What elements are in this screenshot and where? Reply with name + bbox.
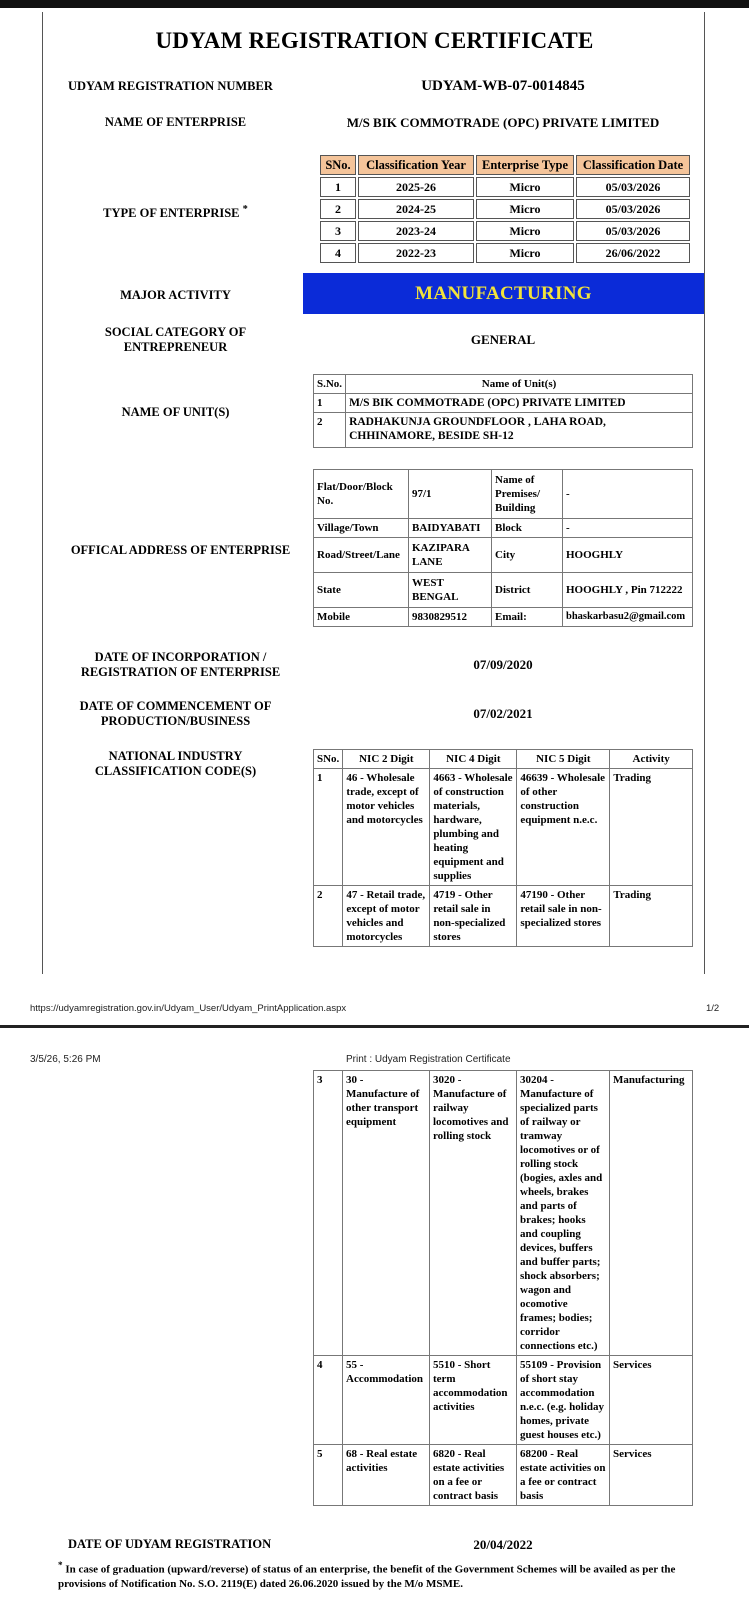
table-row — [320, 243, 690, 263]
address-key: Flat/Door/Block No. — [314, 470, 409, 519]
nic-header-row — [314, 750, 693, 769]
address-key: Block — [492, 519, 563, 538]
table-header: NIC 5 Digit — [517, 750, 610, 769]
table-cell: 68200 - Real estate activities on a fee or contract basis — [517, 1445, 610, 1506]
table-cell: 5 — [314, 1445, 343, 1506]
address-key: Name of Premises/ Building — [492, 470, 563, 519]
commencement-date: 07/02/2021 — [473, 706, 533, 721]
table-header: NIC 4 Digit — [430, 750, 517, 769]
right-border — [704, 12, 705, 974]
footnote-text: In case of graduation (upward/reverse) of status of an enterprise, the benefit of the Government Schemes will be availed as per the provisions of Notification No. S.O. 2119(E) dated 26.06.2020 issued by the M/o MSME. — [58, 1563, 676, 1590]
social-category-label: SOCIAL CATEGORY OF ENTREPRENEUR — [104, 325, 247, 354]
commencement-label: DATE OF COMMENCEMENT OF PRODUCTION/BUSINESS — [79, 699, 272, 728]
address-value: BAIDYABATI — [409, 519, 492, 538]
footnote-asterisk: * — [58, 1560, 63, 1570]
table-cell: 2022-23 — [358, 243, 474, 263]
table-row — [314, 769, 693, 886]
table-row — [314, 573, 693, 608]
classification-header-row — [320, 155, 690, 175]
address-value: - — [563, 470, 693, 519]
address-value: WEST BENGAL — [409, 573, 492, 608]
table-cell: 46639 - Wholesale of other construction equipment n.e.c. — [517, 769, 610, 886]
table-cell: 46 - Wholesale trade, except of motor vehicles and motorcycles — [343, 769, 430, 886]
table-cell: Manufacturing — [610, 1071, 693, 1356]
table-cell: 3 — [314, 1071, 343, 1356]
table-cell: 30204 - Manufacture of specialized parts of railway or tramway locomotives or of rolling stock (bogies, axles and wheels, brakes and parts of brakes; hooks and coupling devices, buffers and buffer parts; shock absorbers; wagon and ocomotive frames; bodies; corridor connections etc.) — [517, 1071, 610, 1356]
type-asterisk: * — [242, 204, 248, 215]
address-value: KAZIPARA LANE — [409, 538, 492, 573]
nic-label: NATIONAL INDUSTRY CLASSIFICATION CODE(S) — [94, 749, 257, 778]
top-bar — [0, 0, 749, 8]
table-header: NIC 2 Digit — [343, 750, 430, 769]
table-row — [314, 470, 693, 519]
table-cell: Micro — [476, 221, 574, 241]
table-header: Classification Year — [358, 155, 474, 175]
table-cell: Services — [610, 1356, 693, 1445]
table-row — [314, 538, 693, 573]
address-key: Road/Street/Lane — [314, 538, 409, 573]
table-cell: 1 — [320, 177, 356, 197]
table-cell: 30 - Manufacture of other transport equipment — [343, 1071, 430, 1356]
table-cell: 2025-26 — [358, 177, 474, 197]
address-value: HOOGHLY — [563, 538, 693, 573]
table-header: SNo. — [320, 155, 356, 175]
type-label-text: TYPE OF ENTERPRISE — [103, 206, 240, 221]
table-cell: 47 - Retail trade, except of motor vehicles and motorcycles — [343, 886, 430, 947]
table-row — [314, 1356, 693, 1445]
table-cell: M/S BIK COMMOTRADE (OPC) PRIVATE LIMITED — [346, 394, 693, 413]
separator-bar — [0, 1025, 749, 1028]
table-header: Enterprise Type — [476, 155, 574, 175]
table-row — [314, 394, 693, 413]
reg-number-value: UDYAM-WB-07-0014845 — [421, 78, 585, 94]
type-label — [58, 202, 293, 221]
print-header-title: Print : Udyam Registration Certificate — [346, 1054, 511, 1065]
enterprise-name-label: NAME OF ENTERPRISE — [104, 115, 247, 129]
address-label: OFFICAL ADDRESS OF ENTERPRISE — [70, 543, 291, 557]
address-key: State — [314, 573, 409, 608]
address-value: 9830829512 — [409, 608, 492, 627]
table-cell: Services — [610, 1445, 693, 1506]
table-cell: 55 - Accommodation — [343, 1356, 430, 1445]
table-row — [314, 1445, 693, 1506]
nic-table-page1 — [313, 749, 693, 947]
table-cell: 1 — [314, 769, 343, 886]
units-label: NAME OF UNIT(S) — [121, 405, 230, 419]
major-activity-label: MAJOR ACTIVITY — [120, 288, 231, 302]
page-two — [0, 1032, 749, 1600]
reg-number-label: UDYAM REGISTRATION NUMBER — [68, 79, 273, 93]
print-url: https://udyamregistration.gov.in/Udyam_User/Udyam_PrintApplication.aspx — [30, 1003, 347, 1014]
incorporation-label: DATE OF INCORPORATION / REGISTRATION OF ENTERPRISE — [80, 650, 281, 679]
table-cell: 2024-25 — [358, 199, 474, 219]
table-header: Activity — [610, 750, 693, 769]
table-cell: 1 — [314, 394, 346, 413]
page-number: 1/2 — [706, 1003, 720, 1014]
udyam-date-value: 20/04/2022 — [473, 1537, 533, 1552]
table-cell: 47190 - Other retail sale in non-specialized stores — [517, 886, 610, 947]
units-header-row — [314, 375, 693, 394]
table-row — [314, 519, 693, 538]
table-cell: Micro — [476, 177, 574, 197]
address-key: City — [492, 538, 563, 573]
table-cell: 6820 - Real estate activities on a fee or contract basis — [430, 1445, 517, 1506]
table-row — [320, 177, 690, 197]
table-cell: 2 — [320, 199, 356, 219]
table-cell: Micro — [476, 199, 574, 219]
table-header: Classification Date — [576, 155, 690, 175]
address-value: bhaskarbasu2@gmail.com — [563, 608, 693, 627]
table-cell: 4719 - Other retail sale in non-specialized stores — [430, 886, 517, 947]
table-row — [314, 608, 693, 627]
table-cell: 3020 - Manufacture of railway locomotives and rolling stock — [430, 1071, 517, 1356]
table-cell: 2 — [314, 886, 343, 947]
address-value: 97/1 — [409, 470, 492, 519]
table-row — [314, 886, 693, 947]
left-border — [42, 12, 43, 974]
udyam-date-label: DATE OF UDYAM REGISTRATION — [68, 1537, 272, 1551]
table-cell: 68 - Real estate activities — [343, 1445, 430, 1506]
table-cell: 4 — [320, 243, 356, 263]
table-header: S.No. — [314, 375, 346, 394]
address-key: District — [492, 573, 563, 608]
table-cell: Trading — [610, 886, 693, 947]
page-separator — [0, 1018, 749, 1032]
table-cell: RADHAKUNJA GROUNDFLOOR , LAHA ROAD, CHHINAMORE, BESIDE SH-12 — [346, 413, 693, 448]
table-header: SNo. — [314, 750, 343, 769]
table-row — [314, 413, 693, 448]
table-cell: 05/03/2026 — [576, 199, 690, 219]
table-cell: 4663 - Wholesale of construction materials, hardware, plumbing and heating equipment and supplies — [430, 769, 517, 886]
table-row — [320, 199, 690, 219]
table-cell: 3 — [320, 221, 356, 241]
table-row — [320, 221, 690, 241]
table-cell: Micro — [476, 243, 574, 263]
table-header: Name of Unit(s) — [346, 375, 693, 394]
table-cell: 55109 - Provision of short stay accommodation n.e.c. (e.g. holiday homes, private guest houses etc.) — [517, 1356, 610, 1445]
social-category-value: GENERAL — [470, 332, 536, 347]
table-cell: 2 — [314, 413, 346, 448]
classification-table — [318, 153, 692, 265]
table-cell: 2023-24 — [358, 221, 474, 241]
address-key: Email: — [492, 608, 563, 627]
table-cell: 05/03/2026 — [576, 221, 690, 241]
table-cell: 26/06/2022 — [576, 243, 690, 263]
address-value: HOOGHLY , Pin 712222 — [563, 573, 693, 608]
table-cell: 05/03/2026 — [576, 177, 690, 197]
table-cell: 5510 - Short term accommodation activities — [430, 1356, 517, 1445]
table-row — [314, 1071, 693, 1356]
address-key: Village/Town — [314, 519, 409, 538]
certificate-title: UDYAM REGISTRATION CERTIFICATE — [155, 28, 594, 53]
print-datetime: 3/5/26, 5:26 PM — [30, 1054, 101, 1065]
table-cell: Trading — [610, 769, 693, 886]
address-table — [313, 469, 693, 627]
address-key: Mobile — [314, 608, 409, 627]
footnote — [58, 1558, 698, 1591]
major-activity-banner: MANUFACTURING — [303, 273, 704, 314]
enterprise-name-value: M/S BIK COMMOTRADE (OPC) PRIVATE LIMITED — [346, 115, 660, 130]
table-cell: 4 — [314, 1356, 343, 1445]
incorporation-date: 07/09/2020 — [473, 657, 533, 672]
nic-table-page2 — [313, 1070, 693, 1506]
address-value: - — [563, 519, 693, 538]
units-table — [313, 374, 693, 448]
